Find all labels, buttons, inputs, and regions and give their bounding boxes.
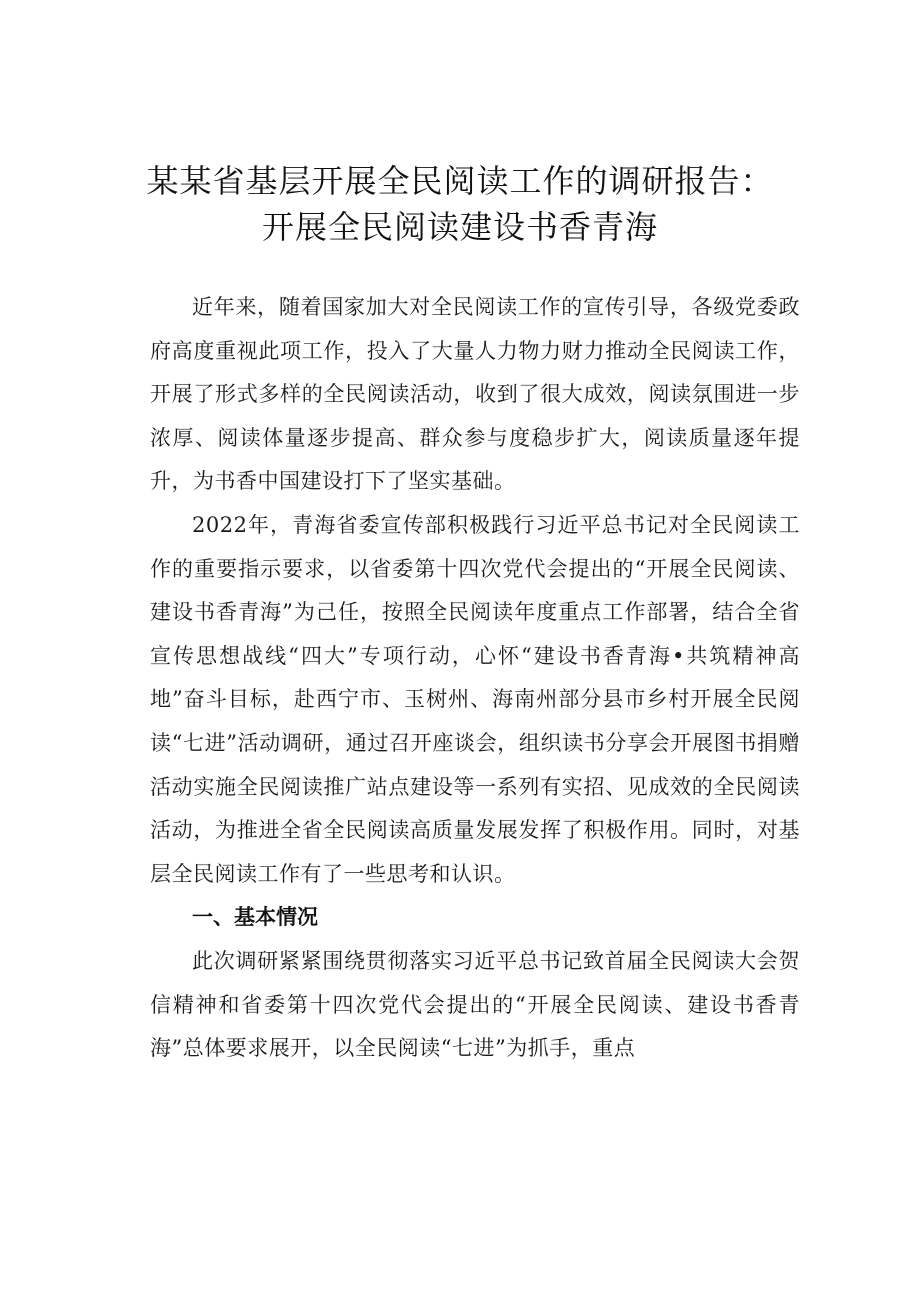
paragraph-section1: 此次调研紧紧围绕贯彻落实习近平总书记致首届全民阅读大会贺信精神和省委第十四次党代会提出的“开展全民阅读、建设书香青海”总体要求展开，以全民阅读“七进”为抓手，重点	[150, 948, 800, 1061]
paragraph-intro: 近年来，随着国家加大对全民阅读工作的宣传引导，各级党委政府高度重视此项工作，投入了大量人力物力财力推动全民阅读工作，开展了形式多样的全民阅读活动，收到了很大成效，阅读氛围进一步浓厚、阅读体量逐步提高、群众参与度稳步扩大，阅读质量逐年提升，为书香中国建设打下了坚实基础。	[150, 295, 800, 494]
document-title	[0, 158, 920, 250]
section-heading-basic-situation: 一、基本情况	[192, 905, 318, 930]
title-line-2: 开展全民阅读建设书香青海	[261, 208, 658, 246]
document-body	[150, 286, 800, 1071]
title-line-1: 某某省基层开展全民阅读工作的调研报告：	[146, 162, 774, 200]
paragraph-2022: 2022年，青海省委宣传部积极践行习近平总书记对全民阅读工作的重要指示要求，以省委第十四次党代会提出的“开展全民阅读、建设书香青海”为己任，按照全民阅读年度重点工作部署，结合全省宣传思想战线“四大”专项行动，心怀“建设书香青海•共筑精神高地”奋斗目标，赴西宁市、玉树州、海南州部分县市乡村开展全民阅读“七进”活动调研，通过召开座谈会，组织读书分享会开展图书捐赠活动实施全民阅读推广站点建设等一系列有实招、见成效的全民阅读活动，为推进全省全民阅读高质量发展发挥了积极作用。同时，对基层全民阅读工作有了一些思考和认识。	[150, 512, 800, 886]
